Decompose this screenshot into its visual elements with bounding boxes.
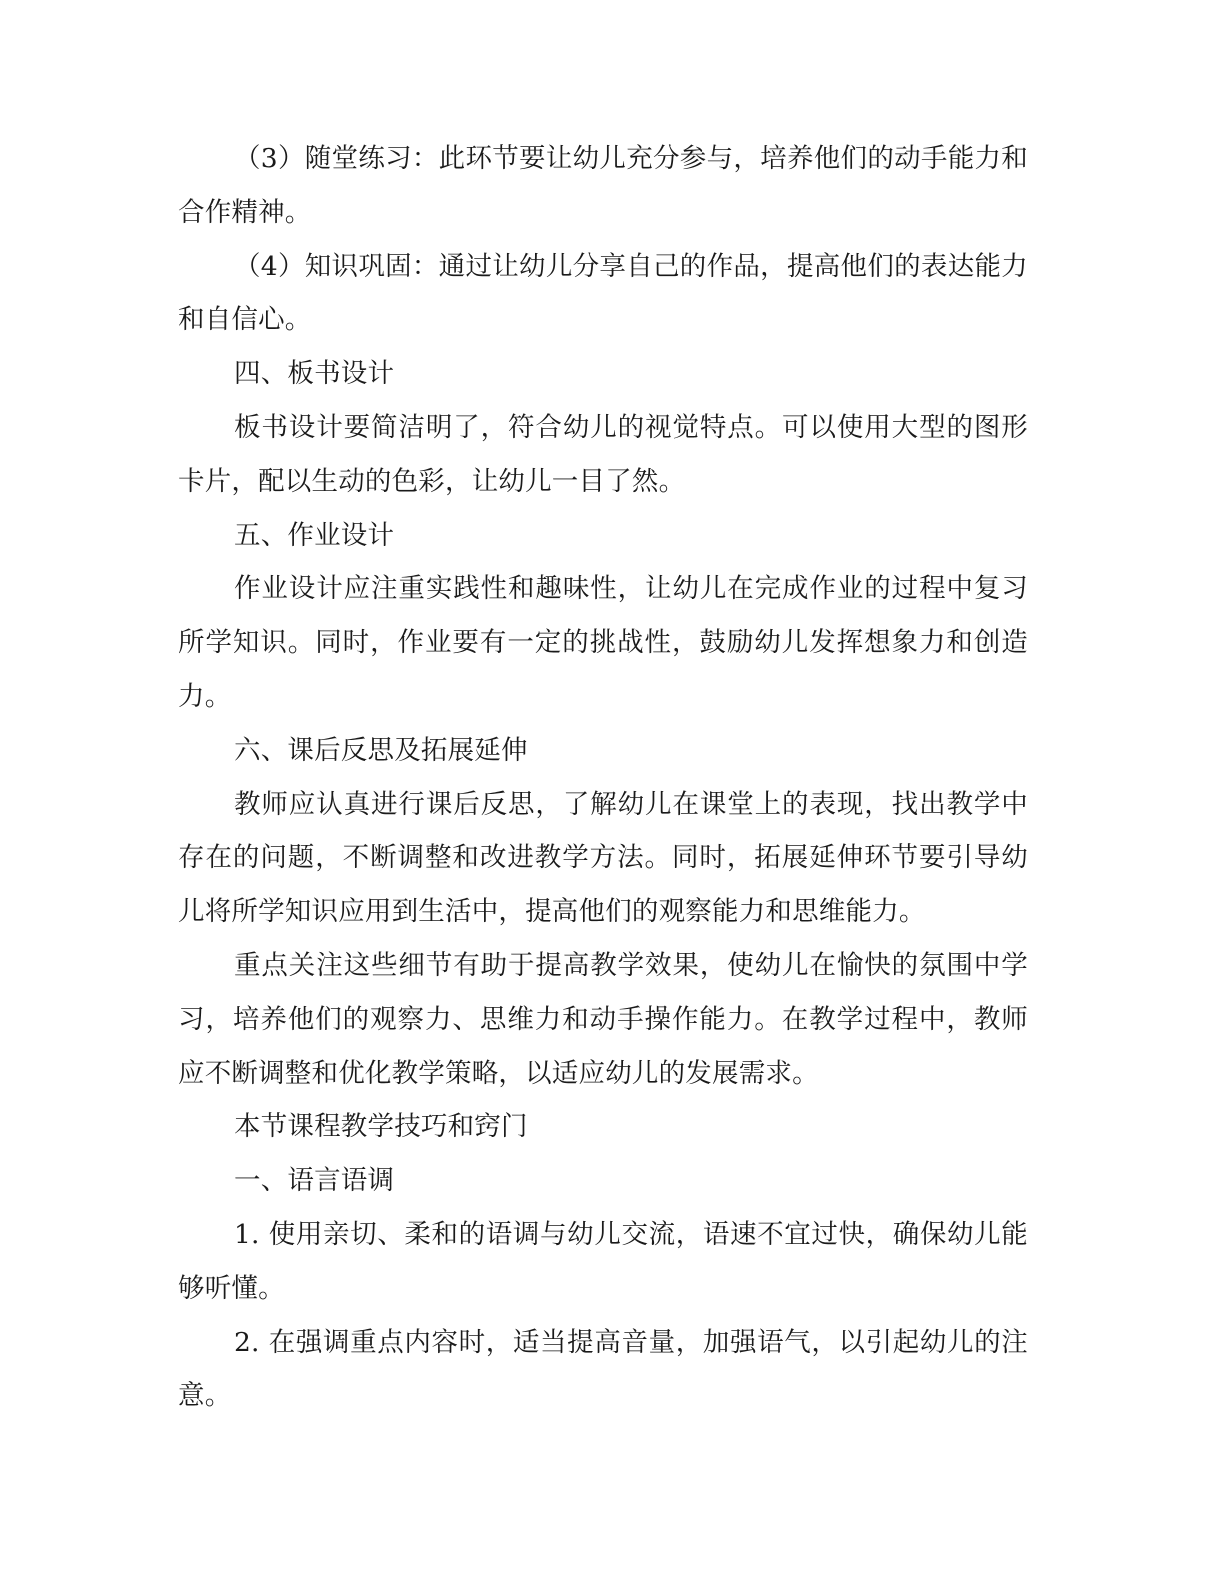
section-heading-reflection: 六、课后反思及拓展延伸 <box>234 734 528 766</box>
document-body <box>178 132 1028 1423</box>
paragraph-reflection: 教师应认真进行课后反思，了解幼儿在课堂上的表现，找出教学中存在的问题，不断调整和改进教学方法。同时，拓展延伸环节要引导幼儿将所学知识应用到生活中，提高他们的观察能力和思维能力。 <box>178 788 1028 928</box>
list-item-1: 1. 使用亲切、柔和的语调与幼儿交流，语速不宜过快，确保幼儿能够听懂。 <box>178 1218 1028 1304</box>
paragraph-consolidation: （4）知识巩固：通过让幼儿分享自己的作品，提高他们的表达能力和自信心。 <box>178 250 1028 336</box>
paragraph-blackboard: 板书设计要简洁明了，符合幼儿的视觉特点。可以使用大型的图形卡片，配以生动的色彩，让幼儿一目了然。 <box>178 411 1028 497</box>
paragraph-homework: 作业设计应注重实践性和趣味性，让幼儿在完成作业的过程中复习所学知识。同时，作业要有一定的挑战性，鼓励幼儿发挥想象力和创造力。 <box>178 573 1028 712</box>
list-item-2: 2. 在强调重点内容时，适当提高音量，加强语气，以引起幼儿的注意。 <box>178 1326 1028 1412</box>
paragraph-practice: （3）随堂练习：此环节要让幼儿充分参与，培养他们的动手能力和合作精神。 <box>178 143 1028 228</box>
subheading-language-tone: 一、语言语调 <box>234 1165 395 1197</box>
section-heading-blackboard: 四、板书设计 <box>234 358 395 390</box>
paragraph-focus: 重点关注这些细节有助于提高教学效果，使幼儿在愉快的氛围中学习，培养他们的观察力、思维力和动手操作能力。在教学过程中，教师应不断调整和优化教学策略，以适应幼儿的发展需求。 <box>178 949 1028 1089</box>
section-heading-homework: 五、作业设计 <box>234 519 395 551</box>
section-heading-tips: 本节课程教学技巧和窍门 <box>234 1111 528 1143</box>
